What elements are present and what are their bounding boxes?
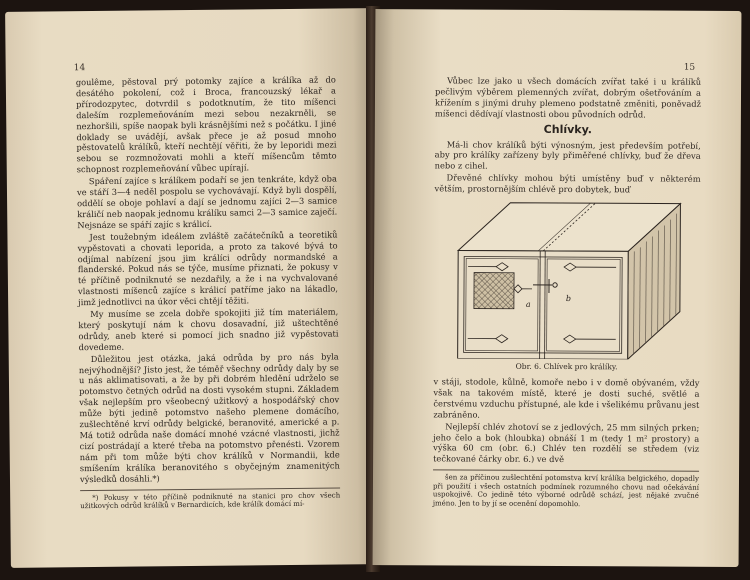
left-paragraph-3: Jest toužebným ideálem zvláště začátečníků a teoretiků vypěstovati a chovati leporida, a proto za takové bývá to odjímal nabízení jsou jim králíci odrůdy normandské a flanderské. Pokud nás se týče, musíme přiznati, že pokusy v té příčině podniknuté se nezdařily, a že i na vychvalované vlastnosti míšenců zajíce s králicí patříme jako na lákadlo, jimž jednotlivci na úkor věci chtějí těžiti. bbox=[77, 229, 339, 308]
left-footnote-rule bbox=[80, 487, 340, 491]
right-paragraph-3: v stáji, stodole, kůlně, komoře nebo i v domě obývaném, vždy však na takovém místě, které je dosti suché, světlé a čerstvému vzduchu přístupné, ale kde i všelikému průvanu jest zabráněno. bbox=[433, 376, 700, 420]
left-paragraph-1: goulême, pěstoval prý potomky zajíce a králíka až do desátého pokolení, což i Broca, francouzský lékař a přírodozpytec, dotvrdil s podotknutím, že tito míšenci daleším rozplemeňováním mezi sebou nezakrněli, se nezhoršili, spíše naopak byli krásnějšími než s počátku. I jiné doklady se uvádějí, avšak přece je až posud mnoho pěstovatelů králíků, kteří nechtějí věřiti, že by leporidi mezi sebou se rozmnožovati mohli a kteří míšencům těmto schopnost rozplemeňování vůbec upírají. bbox=[75, 74, 337, 175]
left-paragraph-4: My musíme se zcela dobře spokojiti již tím materiálem, který poskytují nám k chovu dosavadní, již uštechtěné odrůdy, aneb které si pomocí jich snadno již vypěstovati dovedeme. bbox=[78, 306, 339, 352]
figure-caption: Obr. 6. Chlívek pro králíky. bbox=[515, 361, 618, 372]
page-number-left: 14 bbox=[73, 63, 86, 74]
left-text-column bbox=[76, 74, 341, 510]
rabbit-hutch-figure bbox=[452, 199, 683, 360]
page-number-right: 15 bbox=[683, 62, 696, 73]
right-page bbox=[373, 9, 742, 567]
right-paragraph-1: Má-li chov králíků býti výnosným, jest především potřebí, aby pro králíky zařízeny byly přiměřené chlívky, buď že dřeva nebo z cihel. bbox=[434, 138, 701, 171]
right-footnote: šen za příčinou zušlechtění potomstva krví králíka belgického, dopadly při použití i všech ostatních podmínek rozumného chovu nad očekávání uspokojivě. Co jedině této výborné odrůdě schází, jest nějaké zvučné jméno. Jen to by jí se ocenění dopomohlo. bbox=[432, 473, 700, 509]
right-footnote-rule bbox=[433, 470, 699, 472]
figure-label-b: b bbox=[565, 294, 572, 304]
right-text-column bbox=[433, 75, 701, 509]
section-heading: Chlívky. bbox=[543, 122, 593, 136]
figure-label-a: a bbox=[525, 299, 531, 309]
right-intro-paragraph: Vůbec lze jako u všech domácích zvířat také i u králíků pečlivým výběrem plemenných zvířat, dobrým ošetřováním a křížením s jinými druhy plemeno podstatně změniti, poněvadž míšenci dědívají vlastnosti obou původních odrůd. bbox=[434, 75, 702, 120]
left-paragraph-2: Spáření zajíce s králíkem podaří se jen tenkráte, když oba ve stáří 3—4 neděl pospolu se vychovávají. Když byli dospělí, oddělí se oboje pohlaví a dají se jednomu zajíci 2—3 samice králičí neb naopak jednomu králíku samci 2—3 samice zaječí. Nejsnáze se spáří zajíc s králicí. bbox=[76, 173, 338, 230]
left-paragraph-5: Důležitou jest otázka, jaká odrůda by pro nás byla nejvýhodnější? Jisto jest, že téměř všechny odrůdy daly by se u nás aklimatisovati, a že by při dobrém hledění udrželo se potomstvo četných odrůd na dosti vysokém stupni. Základem však nejlepším pro všeobecný užitkový a hospodářský chov může býti jedině potomstvo našeho plemene domácího, zušlechtěné krví odrůdy belgické, beranovité, americké a p. Má totiž odrůda naše domácí mnohé vzácné vlastnosti, jichž cizí postrádají a které třeba na potomstvo přenésti. Vzorem nám při tom může býti chov králíků v Normandii, kde smíšením králíka beranovitého s obyčejným znamenitých výsledků dosáhli.*) bbox=[78, 351, 340, 484]
right-paragraph-4: Nejlepší chlév zhotoví se z jedlových, 25 mm silných prken; jeho čelo a bok (hloubka) obnáší 1 m (tedy 1 m² prostory) a výška 60 cm (obr. 6.) Chlév ten rozdělí se středem (viz tečkované čárky obr. 6.) ve dvě bbox=[433, 421, 700, 465]
left-footnote: *) Pokusy v této příčině podniknuté na stanici pro chov všech užitkových odrůd králíků v Bernardicích, kde králík domácí mí- bbox=[80, 490, 341, 511]
left-page bbox=[5, 8, 377, 568]
rabbit-hutch-illustration bbox=[452, 199, 683, 360]
right-paragraph-2: Dřevěné chlívky mohou býti umístěny buď v některém větším, prostornějším chlévě pro dobytek, buď bbox=[434, 172, 701, 195]
